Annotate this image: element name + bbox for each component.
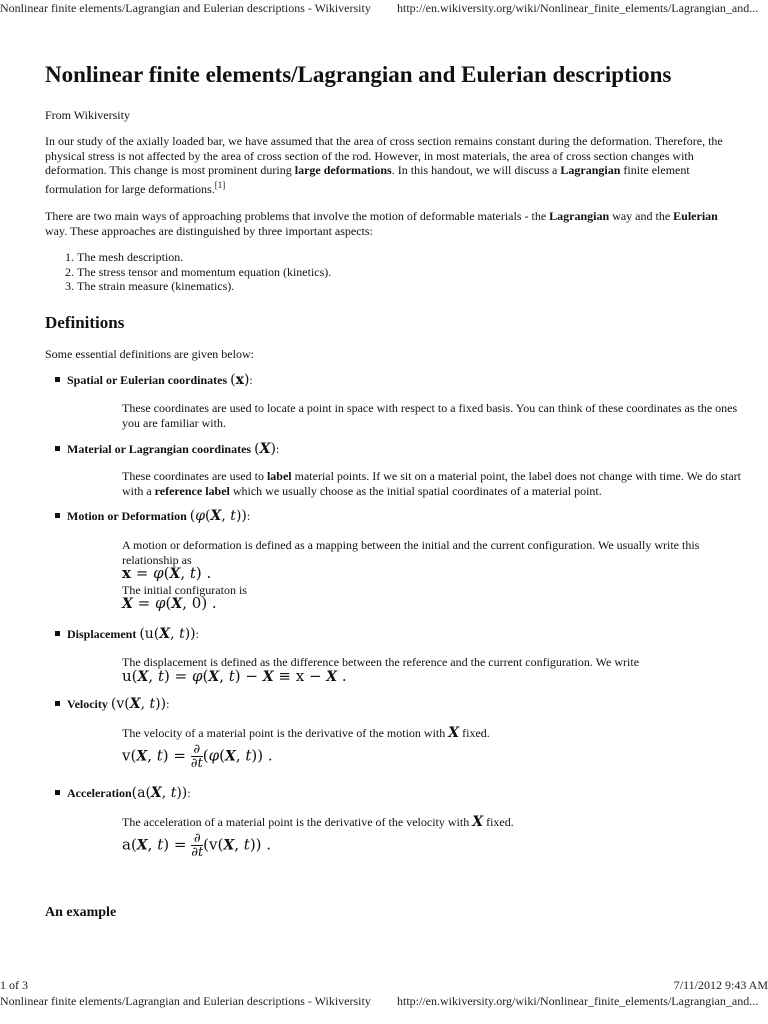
print-header	[0, 1, 768, 15]
footer-title: Nonlinear finite elements/Lagrangian and Eulerian descriptions - Wikiversity	[0, 994, 371, 1008]
motion-equation: x = φ(X, t) .	[122, 564, 212, 582]
aspects-list	[45, 250, 331, 294]
velocity-description: The velocity of a material point is the derivative of the motion with X fixed.	[122, 725, 490, 741]
material-description: These coordinates are used to label material points. If we sit on a material point, the label does not change with time. We do start with a reference label which we usually choose as the initial spatial coordinates of a material point.	[122, 469, 741, 498]
spatial-description: These coordinates are used to locate a point in space with respect to a fixed basis. You can think of these coordinates as the ones you are familiar with.	[122, 401, 738, 430]
bullet-icon	[55, 701, 60, 706]
header-title: Nonlinear finite elements/Lagrangian and Eulerian descriptions - Wikiversity	[0, 1, 371, 15]
definition-acceleration: Acceleration(a(X, t)):	[67, 786, 191, 801]
list-item: 3. The strain measure (kinematics).	[77, 279, 331, 294]
velocity-equation: v(X, t) = $\frac{\partial}{\partial t}$ (φ(X, t)) .	[122, 742, 273, 771]
page-title: Nonlinear finite elements/Lagrangian and Eulerian descriptions	[45, 62, 672, 87]
bullet-icon	[55, 377, 60, 382]
definitions-intro: Some essential definitions are given below:	[45, 347, 254, 361]
page-number: 1 of 3	[0, 978, 28, 992]
acceleration-description: The acceleration of a material point is the derivative of the velocity with X fixed.	[122, 814, 514, 830]
reference-link[interactable]: [1]	[214, 179, 226, 190]
list-item: 1. The mesh description.	[77, 250, 331, 265]
bullet-icon	[55, 513, 60, 518]
print-footer-title	[0, 994, 768, 1008]
approach-paragraph: There are two main ways of approaching problems that involve the motion of deformable materials - the Lagrangian way and the Eulerian way. These approaches are distinguished by three important aspects:	[45, 209, 718, 238]
acceleration-equation: a(X, t) = $\frac{\partial}{\partial t}$ (v(X, t)) .	[122, 831, 272, 860]
definition-spatial: Spatial or Eulerian coordinates (x):	[67, 373, 253, 388]
definition-displacement: Displacement (u(X, t)):	[67, 627, 199, 642]
motion-initial-text: The initial configuraton is	[122, 583, 247, 597]
definition-material: Material or Lagrangian coordinates (X):	[67, 442, 279, 457]
footer-url[interactable]: http://en.wikiversity.org/wiki/Nonlinear_finite_elements/Lagrangian_and...	[397, 994, 759, 1008]
print-datetime: 7/11/2012 9:43 AM	[673, 978, 768, 992]
header-url[interactable]: http://en.wikiversity.org/wiki/Nonlinear_finite_elements/Lagrangian_and...	[397, 1, 759, 15]
print-footer	[0, 978, 768, 992]
definition-velocity: Velocity (v(X, t)):	[67, 697, 169, 712]
bullet-icon	[55, 446, 60, 451]
bullet-icon	[55, 631, 60, 636]
motion-description: A motion or deformation is defined as a mapping between the initial and the current configuration. We usually write this relationship as	[122, 538, 700, 567]
displacement-description: The displacement is defined as the difference between the reference and the current configuration. We write	[122, 655, 640, 669]
definitions-heading: Definitions	[45, 313, 125, 332]
list-item: 2. The stress tensor and momentum equation (kinetics).	[77, 265, 331, 280]
bullet-icon	[55, 790, 60, 795]
from-wikiversity: From Wikiversity	[45, 108, 130, 122]
initial-config-equation: X = φ(X, 0) .	[122, 594, 217, 612]
displacement-equation: u(X, t) = φ(X, t) − X ≡ x − X .	[122, 667, 347, 685]
example-heading: An example	[45, 905, 117, 920]
intro-paragraph: In our study of the axially loaded bar, we have assumed that the area of cross section remains constant during the deformation. Therefore, the physical stress is not affected by the area of cross section of the rod. However, in most materials, the area of cross section changes with deformation. This change is most prominent during large deformations. In this handout, we will discuss a Lagrangian finite element formulation for large deformations.[1]	[45, 134, 723, 196]
definition-motion: Motion or Deformation (φ(X, t)):	[67, 509, 250, 524]
